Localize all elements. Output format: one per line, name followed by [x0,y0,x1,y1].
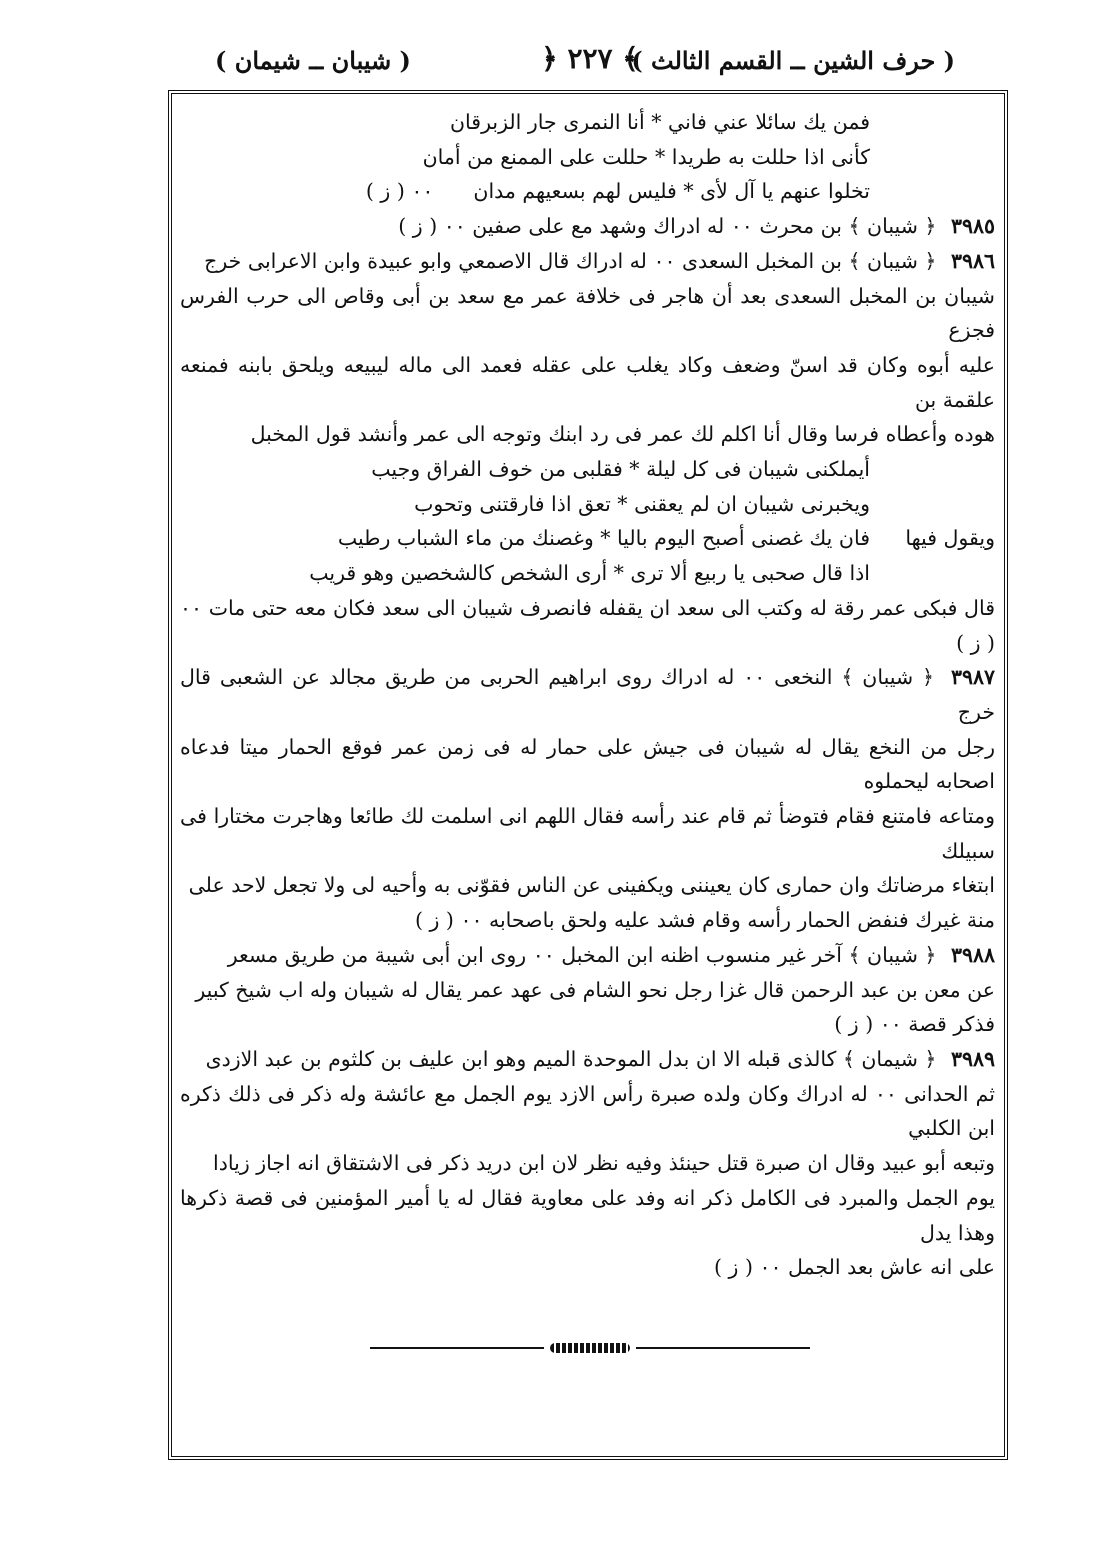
verse-text: ويخبرنى شيبان ان لم يعقنى * تعق اذا فارقتنى وتحوب [414,491,870,516]
poem-line [180,174,995,209]
verse-text: فان يك غصنى أصبح اليوم باليا * وغصنك من ماء الشباب رطيب [337,526,870,551]
entry-text: هوده وأعطاه فرسا وقال أنا اكلم لك عمر فى رد ابنك وتوجه الى عمر وأنشد قول المخبل [250,422,995,447]
entry-number: ٣٩٨٥ [950,214,995,239]
entry-number: ٣٩٨٧ [950,665,995,690]
section-divider-ornament [370,1342,810,1354]
entry-text: عليه أبوه وكان قد اسنّ وضعف وكاد يغلب على عقله فعمد الى ماله ليبيعه ويلحق بابنه فمنعه علقمة بن [180,352,995,412]
entry-text: رجل من النخع يقال له شيبان فى جيش على حمار له فى زمن عمر فوقع الحمار ميتا فدعاه اصحابه ليحملوه [180,734,995,794]
entry-text: شيبان بن المخبل السعدى بعد أن هاجر فى خلافة عمر مع سعد بن أبى وقاص الى حرب الفرس فجزع [180,283,995,343]
verse-text: فمن يك سائلا عني فاني * أنا النمرى جار الزبرقان [449,110,870,134]
entry-text: يوم الجمل والمبرد فى الكامل ذكر انه وفد على معاوية فقال له يا أمير المؤمنين فى قصة ذكرها وهذا يدل [180,1185,995,1245]
entry-text: ﴿ شيبان ﴾ آخر غير منسوب اظنه ابن المخبل ٠٠ روى ابن أبى شيبة من طريق مسعر [227,942,937,967]
source-marker: ٠٠ ( ز ) [365,179,434,204]
entry-3986 [180,244,995,660]
entry-text: ﴿ شيمان ﴾ كالذى قبله الا ان بدل الموحدة الميم وهو ابن عليف بن كلثوم بن عبد الازدى [205,1046,937,1071]
entry-3987 [180,660,995,938]
entry-text: ثم الحدانى ٠٠ له ادراك وكان ولده صبرة رأس الازد يوم الجمل مع عائشة وله ذكر فى ذلك ذكره ابن الكلبي [180,1081,996,1141]
poem-line [180,105,995,140]
main-text [180,105,995,1285]
entry-text: عن معن بن عبد الرحمن قال غزا رجل نحو الشام فى عهد عمر يقال له شيبان وله اب شيخ كبير [195,977,995,1002]
poem-line [180,487,995,522]
entry-text: على انه عاش بعد الجمل ٠٠ ( ز ) [714,1255,995,1280]
verse-text: أيملكنى شيبان فى كل ليلة * فقلبى من خوف الفراق وجيب [371,457,870,482]
poem-line [180,521,995,556]
entry-text: ﴿ شيبان ﴾ بن المخبل السعدى ٠٠ له ادراك قال الاصمعي وابو عبيدة وابن الاعرابى خرج [204,248,937,273]
entry-number: ٣٩٨٦ [950,248,995,273]
entry-text: ابتغاء مرضاتك وان حمارى كان يعيننى ويكفينى عن الناس فقوّنى به وأحيه لى ولا تجعل لاحد على [188,873,995,898]
verse-text: تخلوا عنهم يا آل لأى * فليس لهم بسعيهم مدان٠٠ ( ز ) [365,179,870,204]
poem-line [180,556,995,591]
entry-text: وتبعه أبو عبيد وقال ان صبرة قتل حينئذ وفيه نظر لان ابن دريد ذكر فى الاشتقاق انه اجاز زيادا [213,1151,995,1176]
running-head-entries: ( شيبان ــ شيمان ) [215,46,411,75]
page-number: ﴾ ٢٢٧ ﴿ [541,42,639,75]
poem-line [180,452,995,487]
poem-line [180,140,995,175]
verse-lead-in: ويقول فيها [905,526,995,551]
entry-text: ﴿ شيبان ﴾ النخعى ٠٠ له ادراك روى ابراهيم الحربى من طريق مجالد عن الشعبى قال خرج [180,665,995,724]
entry-text: ومتاعه فامتنع فقام فتوضأ ثم قام عند رأسه فقال اللهم انى اسلمت لك طائعا وهاجرت مختارا فى سبيلك [180,804,995,863]
entry-text: قال فبكى عمر رقة له وكتب الى سعد ان يقفله فانصرف شيبان الى سعد فكان معه حتى مات ٠٠ ( ز ) [180,595,995,655]
page-header [205,38,975,88]
running-head-section: ( حرف الشين ــ القسم الثالث ) [631,46,955,75]
ornament-icon [550,1343,630,1353]
verse-text: اذا قال صحبى يا ربيع ألا ترى * أرى الشخص كالشخصين وهو قريب [309,561,870,586]
entry-number: ٣٩٨٩ [950,1046,995,1071]
entry-text: فذكر قصة ٠٠ ( ز ) [834,1012,995,1037]
entry-text: منة غيرك فنفض الحمار رأسه وقام فشد عليه ولحق باصحابه ٠٠ ( ز ) [414,908,995,933]
entry-number: ٣٩٨٨ [950,942,995,967]
entry-3985 [180,209,995,244]
verse-text: كأنى اذا حللت به طريدا * حللت على الممنع من أمان [422,144,870,169]
entry-3989 [180,1042,995,1285]
entry-3988 [180,938,995,1042]
entry-text: ﴿ شيبان ﴾ بن محرث ٠٠ له ادراك وشهد مع على صفين ٠٠ ( ز ) [398,214,937,239]
